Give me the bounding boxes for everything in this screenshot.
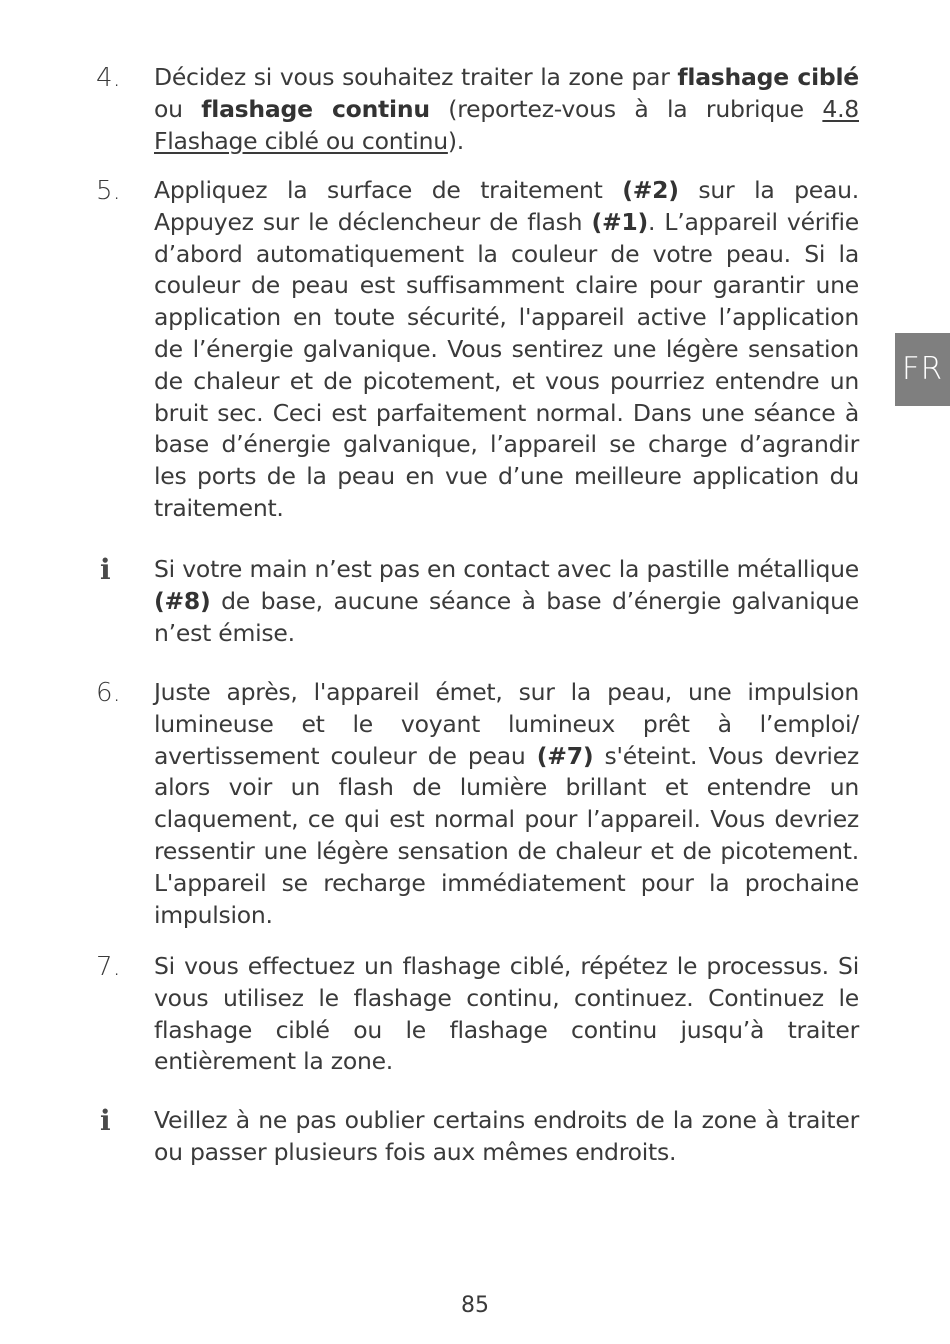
text-run: Juste après, l'appareil émet, sur la peau, une impulsion lumineuse et le voyant lumineux prêt à l’emploi/ avertissement couleur de peau <box>154 678 859 770</box>
bold-text: (#1) <box>591 207 649 236</box>
info-note-contact <box>96 554 859 649</box>
step-number: 4. <box>96 63 121 93</box>
text-run: ou <box>154 94 202 123</box>
bold-text: (#8) <box>154 586 211 615</box>
bold-text: flashage ciblé <box>677 63 859 91</box>
item-text <box>154 62 859 157</box>
list-item-step-4 <box>96 62 859 157</box>
bold-text: (#2) <box>622 176 679 204</box>
item-text <box>154 951 859 1078</box>
item-text <box>154 677 859 931</box>
text-run: ). <box>447 126 465 155</box>
text-run: sur la peau. Appuyez sur le déclencheur de flash <box>154 176 859 236</box>
step-number: 6. <box>96 678 121 708</box>
step-number: 7. <box>96 952 121 982</box>
text-run: Appliquez la surface de traitement <box>154 176 623 204</box>
text-run: de base, aucune séance à base d’énergie galvanique n’est émise. <box>154 586 859 647</box>
text-run: . L’appareil vérifie d’abord automatiquement la couleur de votre peau. Si la couleur de peau est suffisamment claire pour garantir une application en toute sécurité, l'appareil active l’application de l’énergie galvanique. Vous sentirez une légère sensation de chaleur et de picotement, et vous pourriez entendre un bruit sec. Ceci est parfaitement normal. Dans une séance à base d’énergie galvanique, l’appareil se charge d’agrandir les ports de la peau en vue d’une meilleure application du traitement. <box>154 207 859 522</box>
step-number: 5. <box>96 176 121 206</box>
info-icon: i <box>100 553 111 586</box>
cross-reference: 4.8 Flashage ciblé ou continu <box>154 94 859 155</box>
text-run: Veillez à ne pas oublier certains endroits de la zone à traiter ou passer plusieurs fois aux mêmes endroits. <box>154 1106 859 1166</box>
item-text <box>154 554 859 649</box>
text-run: s'éteint. Vous devriez alors voir un flash de lumière brillant et entendre un claquement, ce qui est normal pour l’appareil. Vous devriez ressentir une légère sensation de chaleur et de picotement. L'appareil se recharge immédiatement pour la prochaine impulsion. <box>154 741 860 929</box>
bold-text: flashage continu <box>201 94 430 123</box>
info-note-coverage <box>96 1105 859 1169</box>
text-run: Si vous effectuez un flashage ciblé, répétez le processus. Si vous utilisez le flashage continu, continuez. Continuez le flashage ciblé ou le flashage continu jusqu’à traiter entièrement la zone. <box>154 952 859 1076</box>
item-text <box>154 1105 859 1169</box>
list-item-step-6 <box>96 677 859 931</box>
text-run: Si votre main n’est pas en contact avec la pastille métallique <box>154 555 859 583</box>
language-tab: FR <box>895 333 950 406</box>
page-number: 85 <box>461 1293 489 1318</box>
bold-text: (#7) <box>536 741 594 770</box>
text-run: Décidez si vous souhaitez traiter la zone par <box>154 63 678 91</box>
list-item-step-5 <box>96 175 859 525</box>
item-text <box>154 175 859 525</box>
list-item-step-7 <box>96 951 859 1078</box>
text-run: (reportez-vous à la rubrique <box>429 94 823 123</box>
info-icon: i <box>100 1104 111 1137</box>
